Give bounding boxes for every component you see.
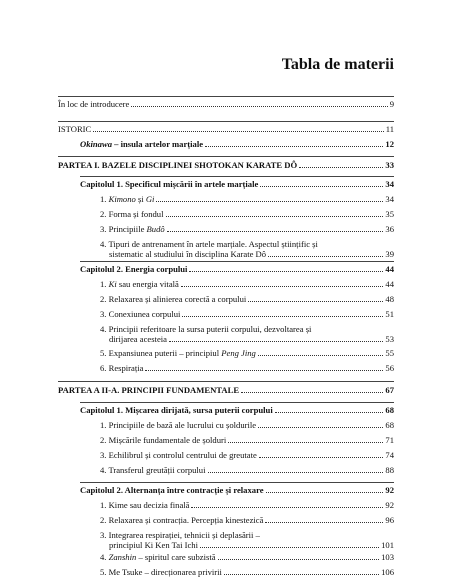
toc-entry-3-2[interactable]	[100, 435, 394, 445]
page-title: Tabla de materii	[281, 56, 394, 73]
dot-leader	[167, 231, 384, 232]
page-number: 68	[385, 405, 394, 415]
entry-label: 2. Relaxarea și contracția. Percepția kinestezică	[100, 515, 264, 525]
entry-label-line2-row	[100, 540, 394, 550]
dot-leader	[258, 427, 383, 428]
page-number: 39	[385, 249, 394, 259]
dot-leader	[265, 522, 383, 523]
entry-label-rest: – insula artelor marțiale	[112, 139, 204, 149]
dot-leader	[205, 146, 383, 147]
toc-entry-2-1[interactable]	[100, 279, 394, 289]
divider	[58, 96, 394, 97]
divider	[80, 176, 394, 177]
entry-label	[100, 279, 179, 289]
entry-label-line2: sistematic al studiului în disciplina Karate Dô	[109, 249, 267, 259]
dot-leader	[93, 131, 383, 132]
toc-entry-2-2[interactable]	[100, 294, 394, 304]
toc-entry-chapter-2[interactable]	[80, 264, 394, 274]
toc-entry-istoric[interactable]	[58, 124, 394, 134]
entry-label-rest: – spiritul care subzistă	[136, 552, 216, 562]
entry-label-mid: și	[135, 194, 146, 204]
dot-leader	[189, 271, 383, 272]
entry-label-prefix: 1.	[100, 279, 109, 289]
entry-label-prefix: 1.	[100, 194, 109, 204]
dot-leader	[200, 547, 379, 548]
page-number: 103	[381, 552, 394, 562]
dot-leader	[259, 457, 384, 458]
page-number: 34	[385, 194, 394, 204]
page-number: 44	[385, 264, 394, 274]
entry-label: Capitolul 1. Mișcarea dirijată, sursa puterii corpului	[80, 405, 273, 415]
toc-entry-2-6[interactable]	[100, 363, 394, 373]
dot-leader	[299, 167, 383, 168]
toc-entry-1-3[interactable]	[100, 224, 394, 234]
toc-entry-3-4[interactable]	[100, 465, 394, 475]
toc-entry-chapter-4[interactable]	[80, 485, 394, 495]
toc-entry-okinawa[interactable]	[80, 139, 394, 149]
page-number: 34	[385, 179, 394, 189]
entry-label: PARTEA A II-A. PRINCIPII FUNDAMENTALE	[58, 385, 240, 395]
entry-label: 1. Kime sau decizia finală	[100, 500, 190, 510]
page-number: 96	[385, 515, 394, 525]
toc-entry-4-2[interactable]	[100, 515, 394, 525]
entry-label: 2. Mișcările fundamentale de șolduri	[100, 435, 227, 445]
divider	[80, 261, 394, 262]
dot-leader	[275, 412, 384, 413]
entry-label	[100, 224, 165, 234]
entry-label-italic: Gi	[145, 194, 155, 204]
toc-entry-intro[interactable]	[58, 99, 394, 109]
toc-entry-4-4[interactable]	[100, 552, 394, 562]
dot-leader	[258, 355, 384, 356]
entry-label-line1: 3. Integrarea respirației, tehnicii și deplasării –	[100, 530, 260, 540]
toc-entry-4-5[interactable]	[100, 567, 394, 577]
divider	[80, 482, 394, 483]
entry-label-rest: sau energia vitală	[116, 279, 179, 289]
entry-label	[100, 194, 154, 204]
toc-entry-2-4[interactable]	[100, 324, 394, 344]
dot-leader	[191, 507, 383, 508]
page-number: 88	[385, 465, 394, 475]
toc-entry-1-2[interactable]	[100, 209, 394, 219]
entry-label	[100, 552, 216, 562]
entry-label-prefix: 4.	[100, 552, 109, 562]
entry-label-prefix: 5. Expansiunea puterii – principiul	[100, 348, 222, 358]
divider	[58, 381, 394, 382]
page-number: 33	[385, 160, 394, 170]
entry-label: ISTORIC	[58, 124, 92, 134]
page-number: 92	[385, 485, 394, 495]
page-number: 48	[385, 294, 394, 304]
page-number: 44	[385, 279, 394, 289]
dot-leader	[181, 286, 384, 287]
page-number: 12	[385, 139, 394, 149]
toc-entry-part-2[interactable]	[58, 385, 394, 395]
entry-label: Capitolul 2. Energia corpului	[80, 264, 188, 274]
entry-label-italic: Kimono	[108, 194, 136, 204]
page-number: 71	[385, 435, 394, 445]
toc-entry-chapter-3[interactable]	[80, 405, 394, 415]
entry-label: 3. Echilibrul și controlul centrului de greutate	[100, 450, 257, 460]
entry-label: 1. Principiile de bază ale lucrului cu șoldurile	[100, 420, 257, 430]
entry-label: În loc de introducere	[58, 99, 130, 109]
entry-label-italic: Okinawa	[80, 139, 112, 149]
entry-label: Capitolul 2. Alternanța între contracție și relaxare	[80, 485, 264, 495]
page-number: 106	[381, 567, 394, 577]
toc-entry-2-3[interactable]	[100, 309, 394, 319]
entry-label-italic: Ki	[108, 279, 117, 289]
page-number: 51	[385, 309, 394, 319]
entry-label: PARTEA I. BAZELE DISCIPLINEI SHOTOKAN KARATE DÔ	[58, 160, 298, 170]
page-number: 74	[385, 450, 394, 460]
dot-leader	[268, 256, 383, 257]
dot-leader	[248, 301, 383, 302]
page-number: 53	[385, 334, 394, 344]
divider	[58, 156, 394, 157]
page-number: 92	[385, 500, 394, 510]
divider	[80, 402, 394, 403]
toc-entry-3-1[interactable]	[100, 420, 394, 430]
entry-label-italic: Zanshin	[108, 552, 137, 562]
entry-label: 6. Respirația	[100, 363, 144, 373]
entry-label-line2-row	[100, 249, 394, 259]
entry-label: Capitolul 1. Specificul mișcării în artele marțiale	[80, 179, 259, 189]
entry-label-line2-row	[100, 334, 394, 344]
dot-leader	[266, 492, 384, 493]
entry-label-italic: Budô	[146, 224, 165, 234]
toc-entry-2-5[interactable]	[100, 348, 394, 358]
dot-leader	[228, 442, 383, 443]
entry-label: 4. Transferul greutății corpului	[100, 465, 206, 475]
entry-label-prefix: 3. Principiile	[100, 224, 147, 234]
toc-entry-3-3[interactable]	[100, 450, 394, 460]
toc-entry-part-1[interactable]	[58, 160, 394, 170]
entry-label-line2: dirijarea acesteia	[109, 334, 167, 344]
page-number: 9	[389, 99, 394, 109]
page-number: 35	[385, 209, 394, 219]
page-number: 101	[381, 540, 394, 550]
entry-label-line2: principiul Ki Ken Tai Ichi	[109, 540, 198, 550]
dot-leader	[241, 392, 383, 393]
dot-leader	[260, 186, 383, 187]
entry-label: 2. Forma și fondul	[100, 209, 164, 219]
divider	[58, 121, 394, 122]
page-number: 56	[385, 363, 394, 373]
dot-leader	[145, 370, 383, 371]
entry-label: 3. Conexiunea corpului	[100, 309, 181, 319]
toc-entry-chapter-1[interactable]	[80, 179, 394, 189]
page-number: 55	[385, 348, 394, 358]
dot-leader	[169, 341, 383, 342]
entry-label-italic: Peng Jing	[221, 348, 256, 358]
toc-entry-1-4[interactable]	[100, 239, 394, 259]
entry-label: 2. Relaxarea și alinierea corectă a corpului	[100, 294, 247, 304]
page-number: 68	[385, 420, 394, 430]
dot-leader	[156, 201, 383, 202]
entry-label	[80, 139, 203, 149]
dot-leader	[131, 106, 387, 107]
entry-label-line1: 4. Tipuri de antrenament în artele marțiale. Aspectul științific și	[100, 239, 318, 249]
dot-leader	[166, 216, 384, 217]
page-number: 36	[385, 224, 394, 234]
dot-leader	[208, 472, 384, 473]
entry-label	[100, 348, 256, 358]
toc-entry-4-3[interactable]	[100, 530, 394, 550]
toc-entry-4-1[interactable]	[100, 500, 394, 510]
entry-label-line1: 4. Principii referitoare la sursa puterii corpului, dezvoltarea și	[100, 324, 312, 334]
page-number: 11	[385, 124, 394, 134]
page-number: 67	[385, 385, 394, 395]
dot-leader	[182, 316, 383, 317]
entry-label: 5. Me Tsuke – direcționarea privirii	[100, 567, 222, 577]
toc-entry-1-1[interactable]	[100, 194, 394, 204]
dot-leader	[218, 559, 380, 560]
dot-leader	[224, 574, 379, 575]
